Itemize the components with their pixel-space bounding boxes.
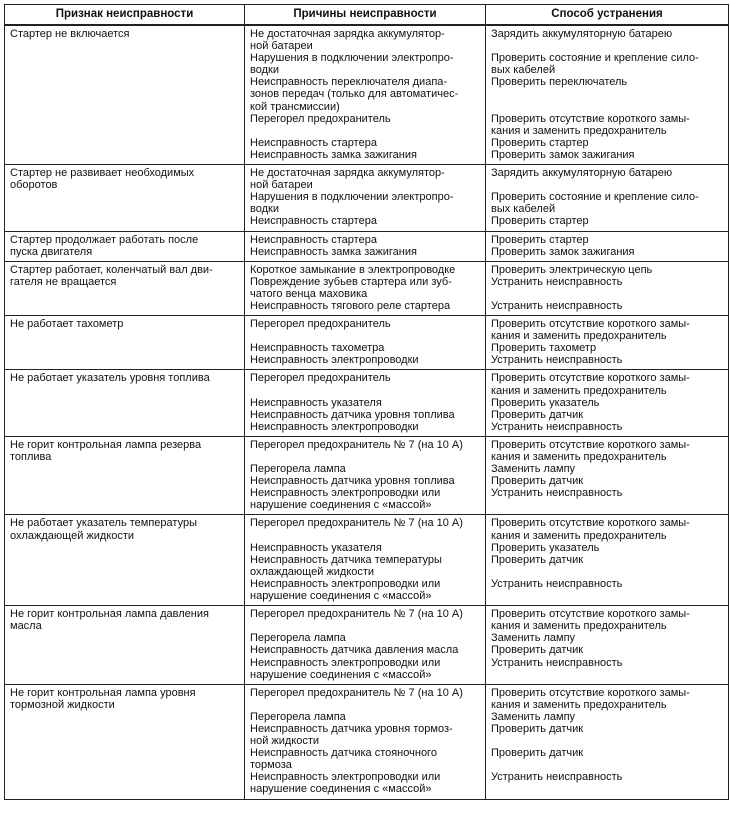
symptom-line: тормозной жидкости [10,698,115,711]
remedy-line: Заменить лампу [491,710,576,723]
cause-line: Неисправность стартера [250,136,377,149]
cause-line: Неисправность электропроводки или [250,771,441,784]
symptom-line: оборотов [10,179,58,192]
remedy-line: Проверить стартер [491,233,589,246]
table-row [5,231,729,261]
remedy-line: вых кабелей [491,64,556,77]
remedy-line: Заменить лампу [491,463,576,476]
line-spacer [491,88,725,100]
line-spacer [250,385,482,397]
remedy-line: Проверить переключатель [491,76,628,89]
symptom-line: Не работает тахометр [10,318,124,331]
remedy-line: Проверить отсутствие короткого замы- [491,372,690,385]
cause-line: Перегорел предохранитель [250,318,391,331]
table-body [5,25,729,799]
remedy-line: Устранить неисправность [491,577,623,590]
cause-line: ной жидкости [250,735,320,748]
symptom-cell [5,436,245,515]
remedy-line: Проверить датчик [491,747,584,760]
remedy-line: Устранить неисправность [491,656,623,669]
cause-line: Нарушения в подключении электропро- [250,52,454,65]
cause-line: Неисправность тягового реле стартера [250,299,451,312]
remedy-line: Проверить указатель [491,541,600,554]
cause-line: Неисправность электропроводки [250,354,419,367]
cause-line: Короткое замыкание в электропроводке [250,263,456,276]
cause-line: Неисправность замка зажигания [250,245,417,258]
causes-cell [245,436,486,515]
line-spacer [250,330,482,342]
symptom-cell [5,515,245,606]
cause-line: зонов передач (только для автоматичес- [250,88,459,101]
cause-line: Неисправность указателя [250,396,382,409]
symptom-cell [5,231,245,261]
causes-cell [245,261,486,315]
cause-line: нарушение соединения с «массой» [250,668,432,681]
symptom-line: Не горит контрольная лампа резерва [10,438,202,451]
header-row [5,5,729,26]
cause-line: ной батареи [250,40,313,53]
symptom-cell [5,316,245,370]
line-spacer [250,451,482,463]
remedy-line: кания и заменить предохранитель [491,124,667,137]
remedy-line: Проверить датчик [491,408,584,421]
table-row [5,165,729,231]
remedy-line: Устранить неисправность [491,354,623,367]
remedy-line: кания и заменить предохранитель [491,330,667,343]
header-causes: Причины неисправности [245,5,486,26]
cause-line: Перегорел предохранитель № 7 (на 10 А) [250,686,463,699]
cause-line: Перегорела лампа [250,710,346,723]
remedy-line: кания и заменить предохранитель [491,620,667,633]
cause-line: Неисправность датчика температуры [250,553,442,566]
causes-cell [245,165,486,231]
remedy-line: Устранить неисправность [491,275,623,288]
table-row [5,261,729,315]
symptom-cell [5,606,245,685]
causes-cell [245,515,486,606]
remedy-line: Проверить датчик [491,644,584,657]
table-header [5,5,729,26]
cause-line: тормоза [250,759,292,772]
header-symptom: Признак неисправности [5,5,245,26]
table-row [5,436,729,515]
cause-line: Неисправность тахометра [250,342,385,355]
symptom-line: пуска двигателя [10,245,93,258]
line-spacer [491,735,725,747]
cause-line: Перегорел предохранитель [250,372,391,385]
causes-cell [245,684,486,799]
symptom-line: Не горит контрольная лампа давления [10,608,209,621]
remedy-line: Проверить отсутствие короткого замы- [491,517,690,530]
remedy-line: Проверить отсутствие короткого замы- [491,686,690,699]
table-row [5,606,729,685]
remedy-line: кания и заменить предохранитель [491,384,667,397]
header-remedies: Способ устранения [486,5,729,26]
cause-line: Неисправность замка зажигания [250,148,417,161]
symptom-cell [5,370,245,436]
line-spacer [250,620,482,632]
remedy-line: кания и заменить предохранитель [491,698,667,711]
remedy-line: Проверить электрическую цепь [491,263,653,276]
line-spacer [491,101,725,113]
cause-line: Неисправность указателя [250,541,382,554]
cause-line: Неисправность стартера [250,215,377,228]
symptom-cell [5,684,245,799]
symptom-line: охлаждающей жидкости [10,529,135,542]
remedy-line: Проверить отсутствие короткого замы- [491,112,690,125]
cause-line: Перегорел предохранитель № 7 (на 10 А) [250,438,463,451]
remedies-cell [486,684,729,799]
cause-line: Неисправность электропроводки [250,420,419,433]
cause-line: Неисправность датчика уровня топлива [250,408,455,421]
causes-cell [245,25,486,165]
remedy-line: Устранить неисправность [491,487,623,500]
remedy-line: Проверить датчик [491,722,584,735]
causes-cell [245,370,486,436]
line-spacer [250,530,482,542]
remedy-line: Устранить неисправность [491,771,623,784]
remedy-line: Проверить замок зажигания [491,245,635,258]
remedies-cell [486,25,729,165]
symptom-line: Стартер не развивает необходимых [10,167,195,180]
cause-line: кой трансмиссии) [250,100,340,113]
cause-line: Неисправность датчика стояночного [250,747,437,760]
symptom-line: Не горит контрольная лампа уровня [10,686,196,699]
table-row [5,25,729,165]
line-spacer [250,125,482,137]
symptom-line: гателя не вращается [10,275,117,288]
remedy-line: Проверить тахометр [491,342,597,355]
remedy-line: Зарядить аккумуляторную батарею [491,167,673,180]
remedy-line: Проверить отсутствие короткого замы- [491,318,690,331]
remedy-line: кания и заменить предохранитель [491,529,667,542]
remedies-cell [486,316,729,370]
cause-line: Неисправность датчика уровня топлива [250,475,455,488]
remedy-line: Проверить датчик [491,475,584,488]
symptom-cell [5,261,245,315]
cause-line: водки [250,203,279,216]
line-spacer [491,759,725,771]
causes-cell [245,316,486,370]
symptom-line: масла [10,620,42,633]
remedy-line: Проверить отсутствие короткого замы- [491,438,690,451]
remedies-cell [486,436,729,515]
causes-cell [245,606,486,685]
cause-line: Перегорела лампа [250,463,346,476]
symptom-line: Не работает указатель температуры [10,517,197,530]
cause-line: Перегорела лампа [250,632,346,645]
cause-line: нарушение соединения с «массой» [250,590,432,603]
remedies-cell [486,370,729,436]
cause-line: Неисправность датчика давления масла [250,644,459,657]
remedies-cell [486,606,729,685]
table-row [5,515,729,606]
remedy-line: Проверить указатель [491,396,600,409]
remedies-cell [486,261,729,315]
symptom-line: Стартер продолжает работать после [10,233,199,246]
cause-line: ной батареи [250,179,313,192]
remedy-line: Заменить лампу [491,632,576,645]
cause-line: Перегорел предохранитель № 7 (на 10 А) [250,517,463,530]
symptom-cell [5,165,245,231]
symptom-line: Стартер работает, коленчатый вал дви- [10,263,213,276]
cause-line: Неисправность электропроводки или [250,656,441,669]
symptom-line: топлива [10,451,52,463]
remedy-line: Проверить стартер [491,136,589,149]
remedy-line: Проверить замок зажигания [491,148,635,161]
table-row [5,370,729,436]
remedy-line: вых кабелей [491,203,556,216]
line-spacer [491,40,725,52]
line-spacer [491,179,725,191]
cause-line: Неисправность электропроводки или [250,487,441,500]
cause-line: Не достаточная зарядка аккумулятор- [250,28,445,40]
cause-line: Неисправность стартера [250,233,377,246]
remedy-line: Проверить состояние и крепление сило- [491,52,699,65]
remedy-line: Устранить неисправность [491,420,623,433]
fault-table [4,4,729,800]
cause-line: водки [250,64,279,77]
remedy-line: Проверить состояние и крепление сило- [491,191,699,204]
remedy-line: кания и заменить предохранитель [491,451,667,463]
cause-line: охлаждающей жидкости [250,565,375,578]
cause-line: Неисправность электропроводки или [250,577,441,590]
line-spacer [250,699,482,711]
remedy-line: Зарядить аккумуляторную батарею [491,28,673,40]
cause-line: Нарушения в подключении электропро- [250,191,454,204]
symptom-line: Не работает указатель уровня топлива [10,372,210,385]
cause-line: Неисправность переключателя диапа- [250,76,448,89]
remedy-line: Устранить неисправность [491,299,623,312]
symptom-cell [5,25,245,165]
cause-line: Перегорел предохранитель № 7 (на 10 А) [250,608,463,621]
cause-line: чатого венца маховика [250,287,368,300]
cause-line: Не достаточная зарядка аккумулятор- [250,167,445,180]
cause-line: Повреждение зубьев стартера или зуб- [250,275,452,288]
remedy-line: Проверить стартер [491,215,589,228]
cause-line: Неисправность датчика уровня тормоз- [250,722,453,735]
remedies-cell [486,515,729,606]
causes-cell [245,231,486,261]
table-row [5,684,729,799]
cause-line: нарушение соединения с «массой» [250,499,432,512]
remedies-cell [486,165,729,231]
table-row [5,316,729,370]
symptom-line: Стартер не включается [10,28,130,40]
cause-line: нарушение соединения с «массой» [250,783,432,796]
remedy-line: Проверить отсутствие короткого замы- [491,608,690,621]
cause-line: Перегорел предохранитель [250,112,391,125]
line-spacer [491,288,725,300]
remedies-cell [486,231,729,261]
remedy-line: Проверить датчик [491,553,584,566]
line-spacer [491,566,725,578]
